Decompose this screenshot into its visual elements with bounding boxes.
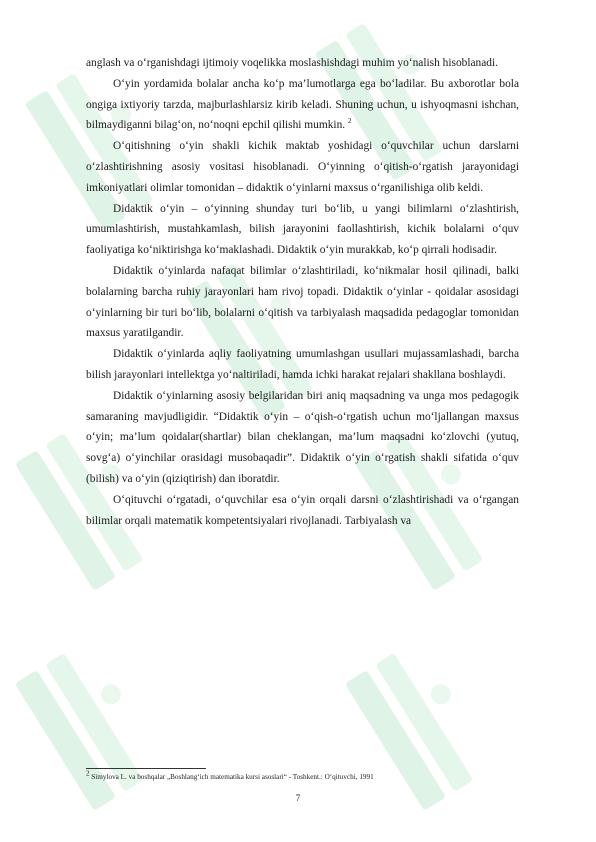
footnote-divider bbox=[86, 768, 206, 769]
paragraph-1: anglash va o‘rganishdagi ijtimoiy voqelikka moslashishdagi muhim yo‘nalish hisoblanadi. bbox=[86, 57, 499, 69]
paragraph-6: Didaktik o‘yinlarda aqliy faoliyatning umumlashgan usullari mujassamlashadi, barcha bilish jarayonlari intellektga yo‘naltiriladi, hamda ichki harakat rejalari shakllana boshlaydi. bbox=[86, 348, 519, 381]
footnote-text: Simylova L. va boshqalar „Boshlang‘ich matematika kursi asoslari“ - Toshkent.: O‘qituvchi, 1991 bbox=[91, 773, 374, 781]
paragraph-2-text: O‘yin yordamida bolalar ancha ko‘p ma’lumotlarga ega bo‘ladilar. Bu axborotlar bola ongiga ixtiyoriy tarzda, majburlashlarsiz kirib keladi. Shuning uchun, u ishyoqmasni ishchan, bilmaydiganni bilag‘on, no‘noqni epchil qilishi mumkin. bbox=[86, 77, 519, 132]
page-number: 7 bbox=[295, 793, 301, 803]
paragraph-4: Didaktik o‘yin – o‘yinning shunday turi bo‘lib, u yangi bilimlarni o‘zlashtirish, umumlashtirish, mustahkamlash, bilish jarayonini faollashtirish, kichik bolalarni o‘quv faoliyatiga ko‘niktirishga ko‘maklashadi. Didaktik o‘yin murakkab, ko‘p qirrali hodisadir. bbox=[86, 202, 519, 257]
footnote-mark: 2 bbox=[86, 769, 90, 778]
footnote-reference[interactable]: 2 bbox=[347, 117, 352, 126]
paragraph-7: Didaktik o‘yinlarning asosiy belgilaridan biri aniq maqsadning va unga mos pedagogik samaraning mavjudligidir. “Didaktik o‘yin – o‘qish-o‘rgatish uchun mo‘ljallangan maxsus o‘yin; ma’lum qoidalar(shartlar) bilan cheklangan, ma’lum maqsadni ko‘zlovchi (yutuq, sovg‘a) o‘yinchilar orasidagi musobaqadir”. Didaktik o‘yin o‘rgatish shakli sifatida o‘quv (bilish) va o‘yin (qiziqtirish) dan iboratdir. bbox=[86, 389, 519, 485]
paragraph-2 bbox=[86, 74, 519, 136]
paragraph-3: O‘qitishning o‘yin shakli kichik maktab yoshidagi o‘quvchilar uchun darslarni o‘zlashtirishning asosiy vositasi hisoblanadi. O‘yinning o‘qitish-o‘rgatish jarayonidagi imkoniyatlari olimlar tomonidan – didaktik o‘yinlarni maxsus o‘rganilishiga olib keldi. bbox=[86, 140, 519, 194]
paragraph-5: Didaktik o‘yinlarda nafaqat bilimlar o‘zlashtiriladi, ko‘nikmalar hosil qilinadi, balki bolalarning barcha ruhiy jarayonlari ham rivoj topadi. Didaktik o‘yinlar - qoidalar asosidagi o‘yinlarning bir turi bo‘lib, bolalarni o‘qitish va tarbiyalash maqsadida pedagoglar tomonidan maxsus yaratilgandir. bbox=[86, 264, 519, 340]
page-body bbox=[86, 53, 519, 531]
paragraph-8: O‘qituvchi o‘rgatadi, o‘quvchilar esa o‘yin orqali darsni o‘zlashtirishadi va o‘rgangan bilimlar orqali matematik kompetentsiyalari rivojlanadi. Tarbiyalash va bbox=[86, 493, 519, 527]
footnote bbox=[86, 769, 519, 782]
